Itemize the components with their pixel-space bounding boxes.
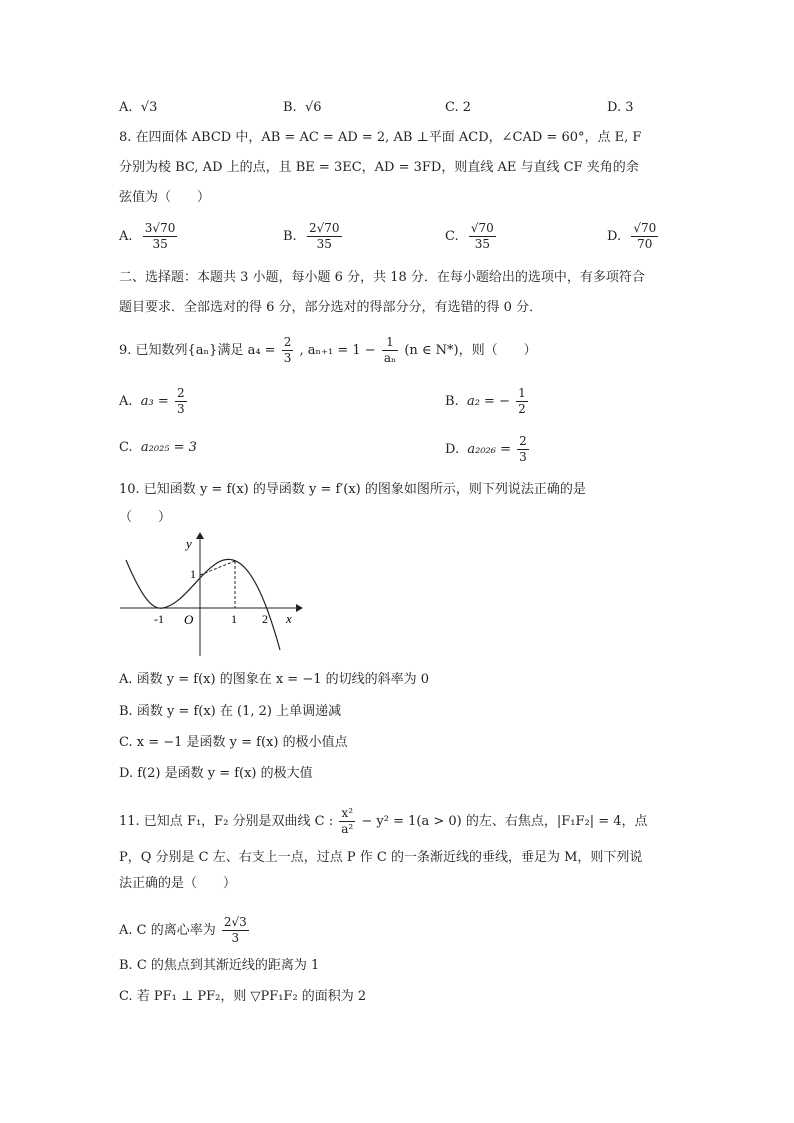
q11-option-b: B. C 的焦点到其渐近线的距离为 1 — [119, 958, 320, 973]
q10-option-a: A. 函数 y = f(x) 的图象在 x = −1 的切线的斜率为 0 — [119, 672, 430, 687]
q11-stem-line1 — [119, 806, 648, 837]
fraction: $\frac{√70}{70}$ — [633, 221, 657, 251]
q7-option-d — [607, 98, 634, 118]
q11-option-a — [119, 915, 251, 946]
fraction: $\frac{2√3}{3}$ — [223, 915, 247, 945]
stem-text: − y² = 1(a > 0) 的左、右焦点，|F₁F₂| = 4，点 — [361, 814, 648, 829]
stem-text: (n ∈ N*)，则（ ） — [404, 343, 537, 358]
option-label: A. — [119, 100, 133, 115]
q8-stem-line2: 分别为棱 BC, AD 上的点，且 BE = 3EC，AD = 3FD，则直线 AE 与直线 CF 夹角的余 — [119, 160, 639, 175]
q9-option-b — [445, 386, 530, 417]
q7-option-a — [119, 98, 157, 118]
q9-option-a — [119, 386, 189, 417]
option-label: D. — [607, 229, 622, 244]
q8-option-c — [445, 221, 498, 252]
option-text: A. C 的离心率为 — [119, 923, 216, 938]
q7-option-c — [445, 98, 471, 118]
option-label: A. — [119, 229, 133, 244]
stem-text: 11. 已知点 F₁，F₂ 分别是双曲线 C : — [119, 814, 334, 829]
fraction: $\frac{3√70}{35}$ — [144, 221, 176, 251]
label-y-1: 1 — [190, 567, 196, 581]
option-lhs: a₂ = − — [466, 394, 510, 409]
q8-stem-line3: 弦值为（ ） — [119, 190, 211, 205]
label-x-2: 2 — [262, 612, 268, 626]
option-label: B. — [445, 394, 459, 409]
option-value: 3 — [625, 100, 634, 115]
y-axis-arrow — [196, 532, 204, 539]
q7-option-b — [283, 98, 322, 118]
fraction: $\frac{1}{\text{aₙ}}$ — [383, 335, 397, 365]
stem-text: , aₙ₊₁ = 1 − — [299, 343, 376, 358]
option-label: C. — [445, 100, 459, 115]
derivative-graph — [118, 530, 303, 660]
section2-line2: 题目要求．全部选对的得 6 分，部分选对的得部分分，有选错的得 0 分． — [119, 300, 543, 315]
label-y: y — [186, 536, 192, 551]
q10-option-d: D. f(2) 是函数 y = f(x) 的极大值 — [119, 766, 313, 781]
q8-option-b — [283, 221, 344, 252]
option-lhs: a₃ = — [140, 394, 169, 409]
q8-option-d — [607, 221, 660, 252]
q11-option-c: C. 若 PF₁ ⊥ PF₂，则 ▽PF₁F₂ 的面积为 2 — [119, 989, 367, 1004]
label-neg1: -1 — [154, 612, 164, 626]
label-x-1: 1 — [231, 612, 237, 626]
q11-stem-line3: 法正确的是（ ） — [119, 876, 237, 891]
stem-text: 9. 已知数列{aₙ}满足 a₄ = — [119, 343, 276, 358]
option-label: C. — [119, 440, 133, 455]
option-label: C. — [445, 229, 459, 244]
q8-option-a — [119, 221, 179, 252]
fraction: $\frac{1}{2}$ — [518, 386, 526, 416]
option-label: B. — [283, 229, 297, 244]
q9-option-c — [119, 438, 197, 458]
q10-stem-line2: （ ） — [119, 510, 172, 525]
option-label: A. — [119, 394, 133, 409]
q11-stem-line2: P，Q 分别是 C 左、右支上一点，过点 P 作 C 的一条渐近线的垂线，垂足为 M，则下列说 — [119, 850, 643, 865]
section2-line1: 二、选择题：本题共 3 小题，每小题 6 分，共 18 分．在每小题给出的选项中，有多项符合 — [119, 270, 645, 285]
q10-stem-line1: 10. 已知函数 y = f(x) 的导函数 y = f′(x) 的图象如图所示，则下列说法正确的是 — [119, 482, 586, 497]
option-value: √3 — [140, 100, 158, 115]
fraction: $\frac{2√70}{35}$ — [308, 221, 340, 251]
fraction: $\frac{2}{3}$ — [176, 386, 185, 416]
fraction: $\frac{√70}{35}$ — [470, 221, 494, 251]
option-value: a₂₀₂₅ = 3 — [140, 440, 197, 455]
q9-stem — [119, 335, 537, 366]
option-label: D. — [607, 100, 622, 115]
q10-option-b: B. 函数 y = f(x) 在 (1, 2) 上单调递减 — [119, 704, 342, 719]
q10-option-c: C. x = −1 是函数 y = f(x) 的极小值点 — [119, 735, 348, 750]
q8-stem-line1: 8. 在四面体 ABCD 中，AB = AC = AD = 2, AB ⊥平面 ACD，∠CAD = 60°，点 E, F — [119, 130, 642, 145]
q9-option-d — [445, 434, 531, 465]
fraction: $\frac{2}{3}$ — [283, 335, 292, 365]
option-lhs: a₂₀₂₆ = — [467, 442, 511, 457]
option-label: B. — [283, 100, 297, 115]
option-value: 2 — [462, 100, 472, 115]
derivative-curve — [126, 559, 280, 650]
fraction: $\frac{2}{3}$ — [519, 434, 527, 464]
label-x: x — [286, 611, 292, 626]
option-label: D. — [445, 442, 460, 457]
option-value: √6 — [304, 100, 322, 115]
label-origin: O — [184, 612, 194, 627]
x-axis-arrow — [296, 604, 303, 612]
fraction: $\frac{\text{x²}}{\text{a²}}$ — [341, 806, 354, 836]
